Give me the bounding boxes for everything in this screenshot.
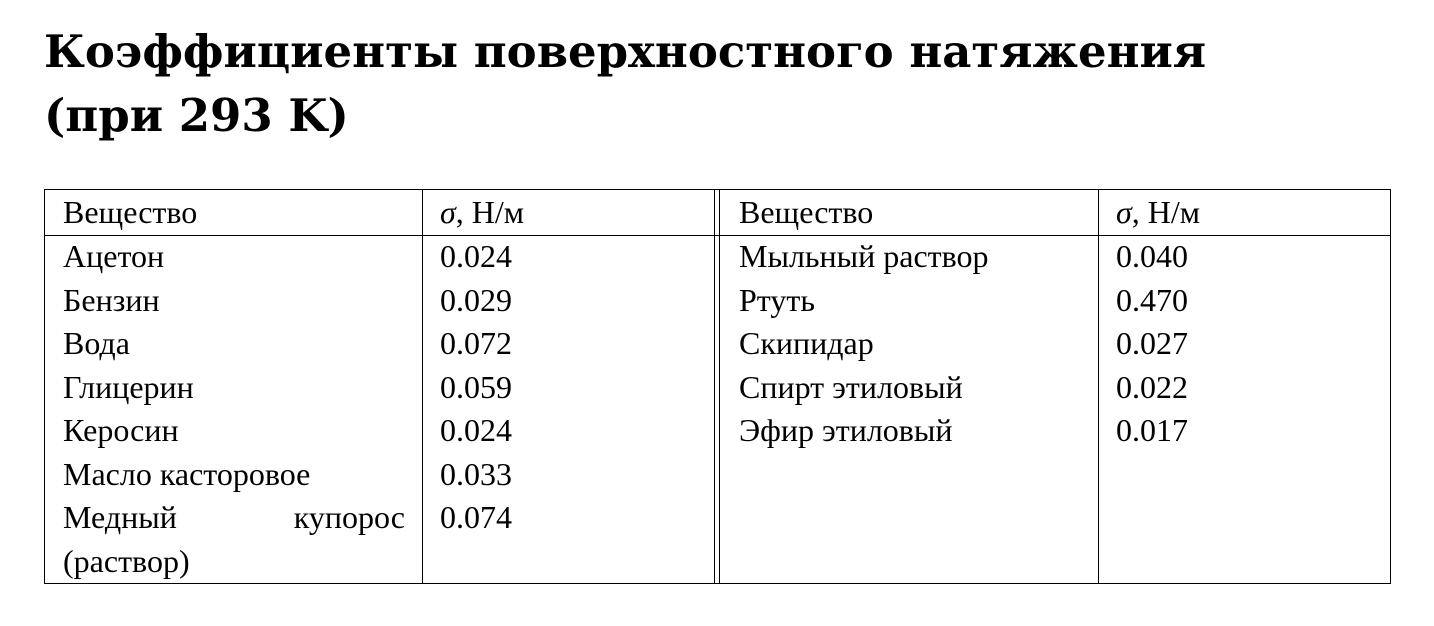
table-cell-value: 0.022: [1116, 368, 1188, 405]
double-divider-left: [714, 190, 715, 583]
surface-tension-table: [44, 189, 1391, 584]
table-cell-substance: Эфир этиловый: [739, 412, 953, 448]
table-cell-substance: Масло касторовое: [63, 455, 311, 492]
table-cell-value: 0.040: [1116, 238, 1188, 274]
sigma-unit: , Н/м: [1131, 194, 1201, 230]
table-cell-value: 0.059: [440, 368, 512, 405]
table-cell-value: 0.072: [440, 325, 512, 361]
table-cell-value: 0.024: [440, 412, 512, 448]
page-title: Коэффициенты поверхностного натяжения (при 293 K): [44, 25, 1207, 142]
table-cell-substance: Ацетон: [63, 238, 165, 274]
table-cell-value: 0.017: [1116, 412, 1188, 448]
table-cell-substance: Медный купорос (раствор): [63, 499, 405, 579]
table-cell-substance: Ртуть: [739, 281, 815, 318]
table-cell-value: 0.470: [1116, 281, 1188, 318]
header-sigma-left: [440, 191, 524, 235]
header-substance-left: Вещество: [63, 194, 198, 230]
column-divider: [1098, 190, 1099, 583]
table-cell-value: 0.074: [440, 499, 512, 535]
table-cell-substance: Керосин: [63, 412, 179, 448]
table-cell-value: 0.024: [440, 238, 512, 274]
sigma-symbol: σ: [440, 194, 456, 230]
table-cell-substance: Вода: [63, 325, 130, 361]
sigma-symbol: σ: [1116, 194, 1132, 230]
table-cell-substance: Глицерин: [63, 368, 194, 405]
double-divider-right: [719, 190, 720, 583]
sigma-unit: , Н/м: [455, 194, 525, 230]
header-substance-right: Вещество: [739, 194, 874, 230]
table-cell-substance: Скипидар: [739, 325, 874, 361]
header-rule: [45, 235, 1390, 236]
column-divider: [422, 190, 423, 583]
table-cell-value: 0.029: [440, 281, 512, 318]
table-cell-value: 0.027: [1116, 325, 1188, 361]
table-cell-substance: Бензин: [63, 281, 160, 318]
table-cell-substance: Мыльный раствор: [739, 238, 989, 274]
table-cell-value: 0.033: [440, 455, 512, 492]
header-sigma-right: [1116, 191, 1200, 235]
table-cell-substance: Спирт этиловый: [739, 368, 963, 405]
